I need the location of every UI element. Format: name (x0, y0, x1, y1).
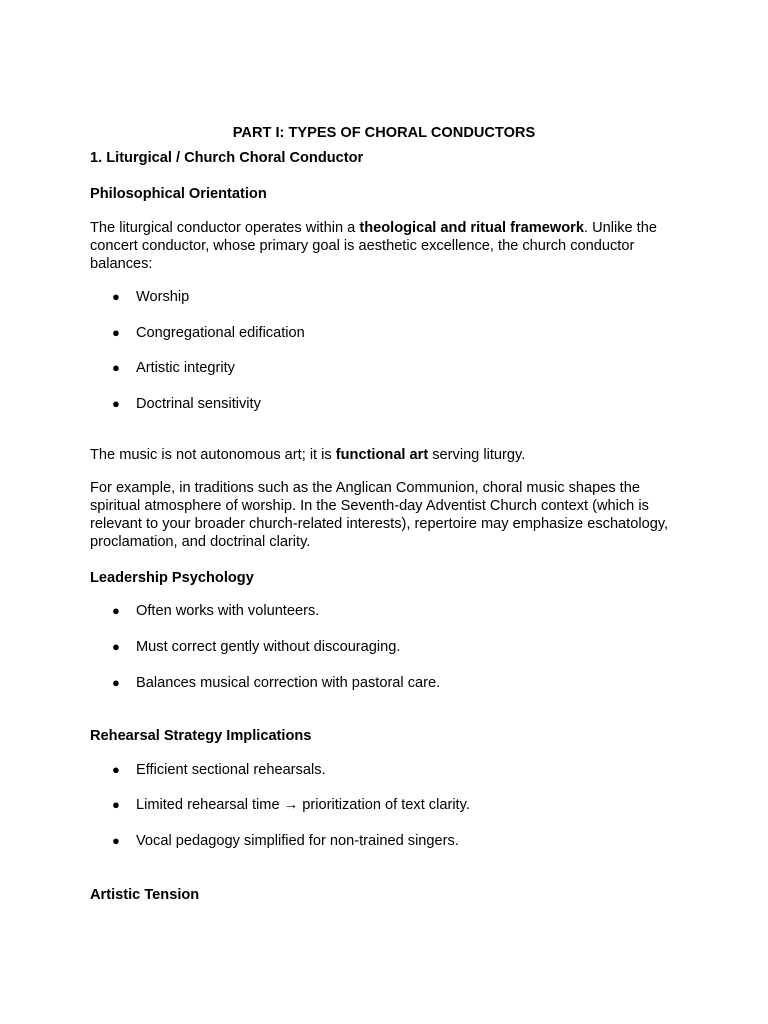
bullet-icon: ● (112, 797, 120, 812)
statement-text-after: serving liturgy. (428, 447, 526, 463)
bullet-icon: ● (112, 603, 120, 618)
list-item-text: Must correct gently without discouraging. (136, 639, 401, 655)
example-paragraph: For example, in traditions such as the Anglican Communion, choral music shapes the spiritual atmosphere of worship. In the Seventh-day Adventist Church context (which is relevant to your broader church-related interests), repertoire may emphasize eschatology, proclamation, and doctrinal clarity. (90, 480, 669, 550)
artistic-tension-heading: Artistic Tension (90, 887, 200, 903)
intro-text-before: The liturgical conductor operates within a (90, 220, 360, 236)
part-title: PART I: TYPES OF CHORAL CONDUCTORS (232, 125, 536, 141)
philosophical-heading: Philosophical Orientation (90, 186, 267, 202)
bullet-icon: ● (112, 360, 120, 375)
bullet-icon: ● (112, 325, 120, 340)
bullet-icon: ● (112, 833, 120, 848)
list-item-text: Vocal pedagogy simplified for non-trained singers. (136, 833, 459, 849)
rehearsal-heading: Rehearsal Strategy Implications (90, 728, 312, 744)
intro-text-after: . Unlike the concert conductor, whose primary goal is aesthetic excellence, the church conductor balances: (90, 220, 657, 272)
statement-text-before: The music is not autonomous art; it is (90, 447, 336, 463)
list-item-text: Balances musical correction with pastoral care. (136, 675, 441, 691)
list-item-text: Efficient sectional rehearsals. (136, 762, 326, 778)
bullet-icon: ● (112, 675, 120, 690)
list-item-text: Limited rehearsal time → prioritization of text clarity. (136, 797, 470, 813)
list-item-text: Worship (136, 289, 190, 305)
list-item-text: Often works with volunteers. (136, 603, 320, 619)
list-item-text: Artistic integrity (136, 360, 235, 376)
intro-text-bold: theological and ritual framework (359, 220, 584, 236)
bullet-icon: ● (112, 639, 120, 654)
bullet-icon: ● (112, 762, 120, 777)
functional-art-statement (90, 446, 690, 464)
list-item-text: Doctrinal sensitivity (136, 396, 261, 412)
leadership-heading: Leadership Psychology (90, 570, 254, 586)
statement-text-bold: functional art (335, 447, 429, 463)
list-item-text: Congregational edification (136, 325, 305, 341)
philosophical-intro (90, 219, 690, 273)
section-title: 1. Liturgical / Church Choral Conductor (90, 150, 364, 166)
bullet-icon: ● (112, 396, 120, 411)
bullet-icon: ● (112, 289, 120, 304)
